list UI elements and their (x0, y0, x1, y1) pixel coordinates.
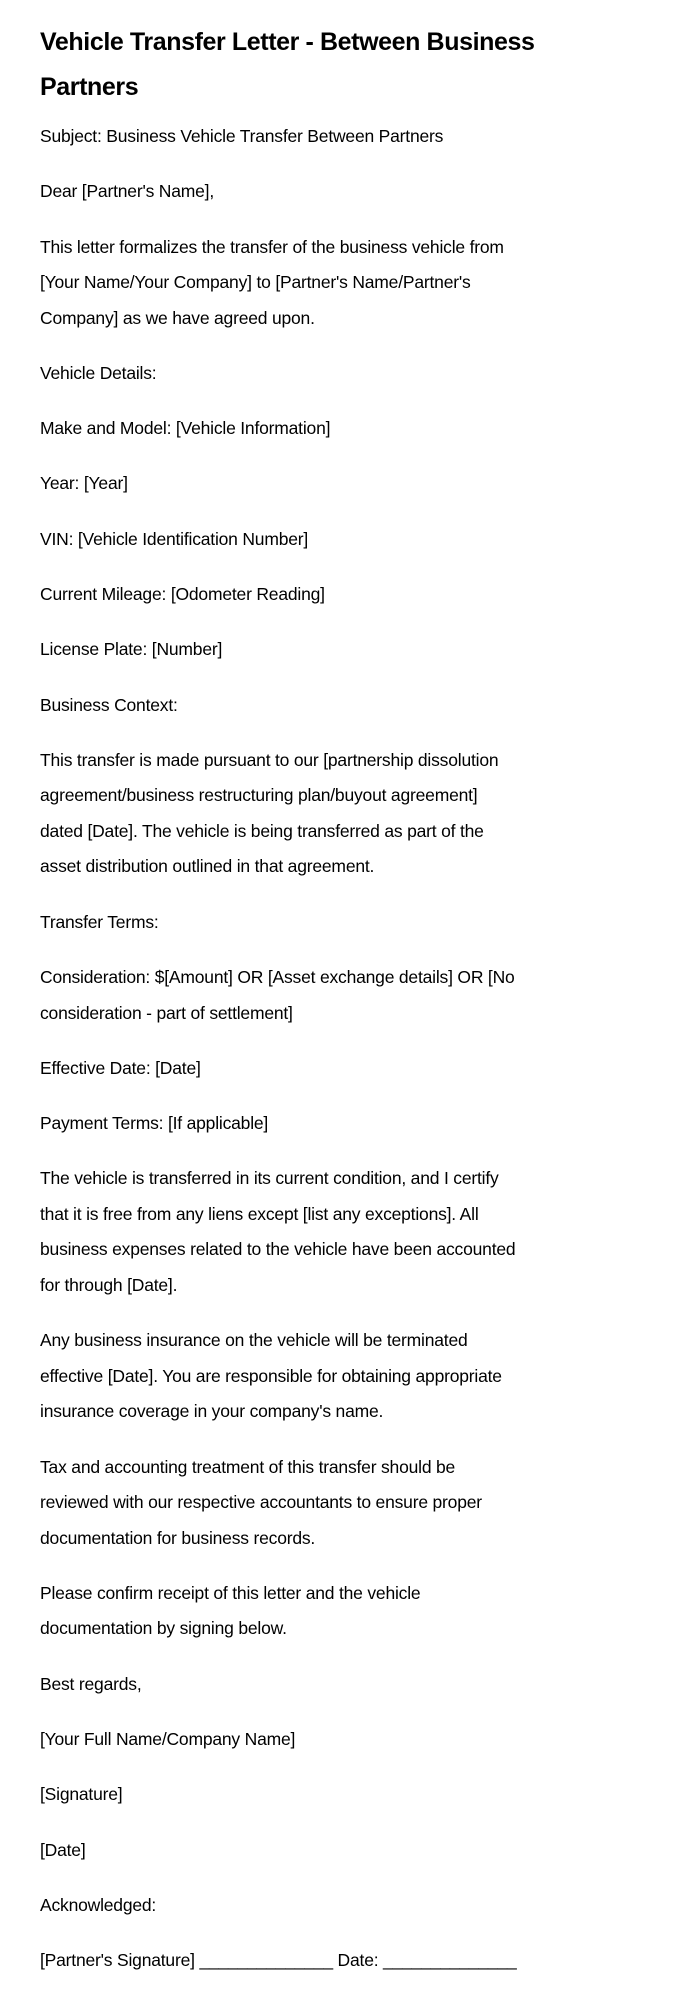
make-model-field (40, 411, 680, 447)
transfer-terms-heading (40, 905, 680, 941)
text-line: [Partner's Signature] ______________ Date: ______________ (40, 1950, 517, 1971)
text-line: [Date] (40, 1839, 86, 1860)
text-line: Transfer Terms: (40, 911, 159, 932)
text-line: [Signature] (40, 1784, 123, 1805)
business-context-paragraph (40, 743, 680, 885)
insurance-paragraph (40, 1323, 680, 1430)
text-line: Best regards, (40, 1673, 142, 1694)
date-placeholder (40, 1833, 680, 1869)
license-plate-field (40, 632, 680, 668)
text-line: [Your Full Name/Company Name] (40, 1728, 296, 1749)
text-line: Business Context: (40, 694, 178, 715)
effective-date-field (40, 1051, 680, 1087)
text-line: documentation by signing below. (40, 1618, 287, 1639)
condition-paragraph (40, 1161, 680, 1303)
text-line: Please confirm receipt of this letter and the vehicle (40, 1582, 421, 1603)
text-line: The vehicle is transferred in its current condition, and I certify (40, 1168, 499, 1189)
text-line: Acknowledged: (40, 1894, 157, 1915)
text-line: for through [Date]. (40, 1274, 178, 1295)
letter-document (40, 20, 680, 1998)
business-context-heading (40, 688, 680, 724)
text-line: that it is free from any liens except [list any exceptions]. All (40, 1203, 479, 1224)
text-line: documentation for business records. (40, 1527, 316, 1548)
document-title (40, 20, 680, 110)
vehicle-details-heading (40, 356, 680, 392)
text-line: Any business insurance on the vehicle will be terminated (40, 1330, 468, 1351)
consideration-field (40, 960, 680, 1031)
text-line: Vehicle Details: (40, 362, 157, 383)
salutation (40, 174, 680, 210)
text-line: Company] as we have agreed upon. (40, 307, 315, 328)
text-line: License Plate: [Number] (40, 639, 223, 660)
text-line: consideration - part of settlement] (40, 1002, 293, 1023)
text-line: Current Mileage: [Odometer Reading] (40, 584, 325, 605)
title-line: Vehicle Transfer Letter - Between Business (40, 28, 535, 56)
payment-terms-field (40, 1106, 680, 1142)
closing (40, 1667, 680, 1703)
year-field (40, 466, 680, 502)
text-line: Consideration: $[Amount] OR [Asset exchange details] OR [No (40, 967, 515, 988)
text-line: reviewed with our respective accountants to ensure proper (40, 1492, 482, 1513)
text-line: effective [Date]. You are responsible for obtaining appropriate (40, 1365, 502, 1386)
sender-name (40, 1722, 680, 1758)
text-line: Make and Model: [Vehicle Information] (40, 418, 331, 439)
text-line: This transfer is made pursuant to our [partnership dissolution (40, 749, 499, 770)
text-line: [Your Name/Your Company] to [Partner's Name/Partner's (40, 272, 471, 293)
tax-paragraph (40, 1450, 680, 1557)
signature-placeholder (40, 1777, 680, 1813)
text-line: Tax and accounting treatment of this transfer should be (40, 1456, 456, 1477)
text-line: VIN: [Vehicle Identification Number] (40, 528, 309, 549)
acknowledged-label (40, 1888, 680, 1924)
text-line: Year: [Year] (40, 473, 128, 494)
text-line: Subject: Business Vehicle Transfer Between Partners (40, 126, 444, 146)
text-line: Effective Date: [Date] (40, 1057, 201, 1078)
confirm-paragraph (40, 1576, 680, 1647)
text-line: dated [Date]. The vehicle is being transferred as part of the (40, 820, 484, 841)
intro-paragraph (40, 230, 680, 337)
text-line: This letter formalizes the transfer of the business vehicle from (40, 236, 504, 257)
text-line: asset distribution outlined in that agreement. (40, 856, 375, 877)
text-line: insurance coverage in your company's name. (40, 1401, 384, 1422)
text-line: Payment Terms: [If applicable] (40, 1113, 269, 1134)
text-line: Dear [Partner's Name], (40, 181, 215, 202)
title-line: Partners (40, 73, 139, 101)
text-line: agreement/business restructuring plan/buyout agreement] (40, 785, 478, 806)
mileage-field (40, 577, 680, 613)
vin-field (40, 522, 680, 558)
subject-line (40, 119, 680, 155)
partner-signature-line (40, 1943, 680, 1979)
text-line: business expenses related to the vehicle have been accounted (40, 1239, 516, 1260)
